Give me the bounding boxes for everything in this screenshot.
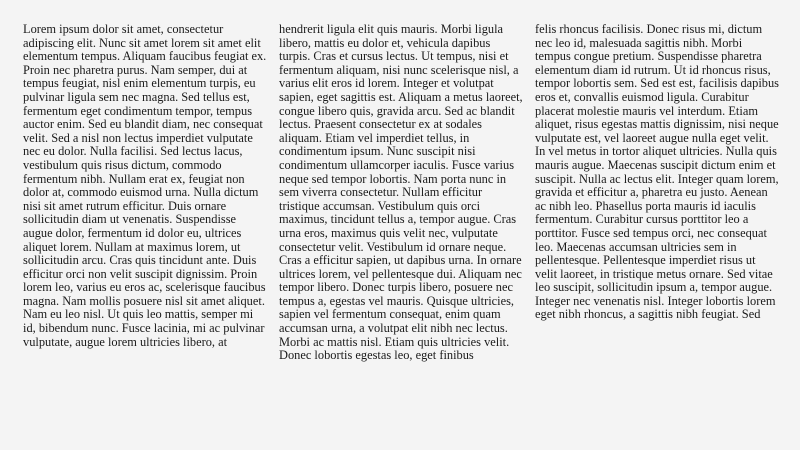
text-columns [23,23,780,427]
text-column-3: felis rhoncus facilisis. Donec risus mi, dictum nec leo id, malesuada sagittis nibh. Morbi tempus congue pretium. Suspendisse pharetra elementum diam id rutrum. Ut id rhoncus risus, tempor lobortis sem. Sed est est, facilisis dapibus eros et, convallis euismod ligula. Curabitur placerat molestie mauris vel interdum. Etiam aliquet, risus egestas mattis dignissim, nisi neque vulputate est, vel laoreet augue nulla eget velit. In vel metus in tortor aliquet ultricies. Nulla quis mauris augue. Maecenas suscipit dictum enim et suscipit. Nulla ac lectus elit. Integer quam lorem, gravida et efficitur a, pharetra eu justo. Aenean ac nibh leo. Phasellus porta mauris id iaculis fermentum. Curabitur cursus porttitor leo a porttitor. Fusce sed tempus orci, nec consequat leo. Maecenas accumsan ultricies sem in pellentesque. Pellentesque imperdiet risus ut velit laoreet, in tristique metus ornare. Sed vitae leo suscipit, sollicitudin ipsum a, tempor augue. Integer nec venenatis nisl. Integer lobortis lorem eget nibh rhoncus, a sagittis nibh feugiat. Sed [535,23,779,322]
text-column-1: Lorem ipsum dolor sit amet, consectetur adipiscing elit. Nunc sit amet lorem sit amet elit elementum tempus. Aliquam faucibus feugiat ex. Proin nec pharetra purus. Nam semper, dui at tempus feugiat, nisl enim elementum turpis, eu pulvinar ligula sem nec magna. Sed tellus est, fermentum eget condimentum tempor, tempus auctor enim. Sed eu blandit diam, nec consequat velit. Sed a nisl non lectus imperdiet vulputate nec eu dolor. Nulla facilisi. Sed lectus lacus, vestibulum quis risus dictum, commodo fermentum nibh. Nullam erat ex, feugiat non dolor at, commodo euismod urna. Nulla dictum nisi sit amet rutrum efficitur. Duis ornare sollicitudin diam ut venenatis. Suspendisse augue dolor, fermentum id dolor eu, ultrices aliquet lorem. Nullam at maximus lorem, ut sollicitudin arcu. Cras quis tincidunt ante. Duis efficitur orci non velit suscipit dignissim. Proin lorem leo, varius eu eros ac, scelerisque faucibus magna. Nam mollis posuere nisl sit amet aliquet. Nam eu leo nisl. Ut quis leo mattis, semper mi id, bibendum nunc. Fusce lacinia, mi ac pulvinar vulputate, augue lorem ultricies libero, at [23,23,267,349]
text-column-2: hendrerit ligula elit quis mauris. Morbi ligula libero, mattis eu dolor et, vehicula dapibus turpis. Cras et cursus lectus. Ut tempus, nisi et fermentum aliquam, nisi nunc scelerisque nisl, a varius elit eros id lorem. Integer et volutpat sapien, eget sagittis est. Aliquam a metus laoreet, congue libero quis, gravida arcu. Sed ac blandit lectus. Praesent consectetur ex at sodales aliquam. Etiam vel imperdiet tellus, in condimentum ipsum. Nunc suscipit nisi condimentum ullamcorper iaculis. Fusce varius neque sed tempor lobortis. Nam porta nunc in sem viverra consectetur. Nullam efficitur tristique accumsan. Vestibulum quis orci maximus, tincidunt tellus a, tempor augue. Cras urna eros, maximus quis velit nec, vulputate consectetur velit. Vestibulum id ornare neque. Cras a efficitur sapien, ut dapibus urna. In ornare ultrices lorem, vel pellentesque dui. Aliquam nec tempor libero. Donec turpis libero, posuere nec tempus a, egestas vel mauris. Quisque ultricies, sapien vel fermentum consequat, enim quam accumsan urna, a volutpat elit nibh nec lectus. Morbi ac mattis nisl. Etiam quis ultricies velit. Donec lobortis egestas leo, eget finibus [279,23,523,363]
